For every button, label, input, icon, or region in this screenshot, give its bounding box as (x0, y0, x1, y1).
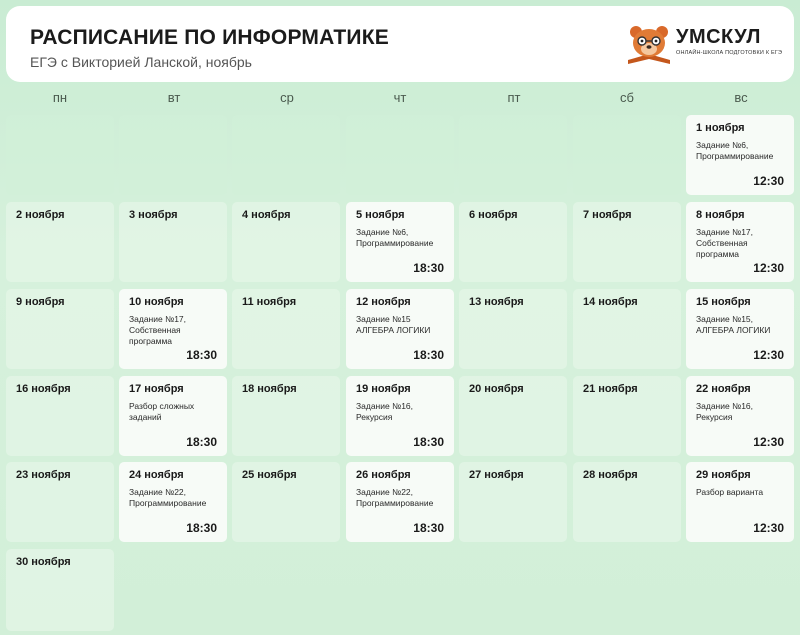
day-cell[interactable] (573, 289, 681, 369)
lesson-topic: Задание №16, Рекурсия (356, 401, 414, 422)
lesson-topic: Задание №22, Программирование (356, 487, 434, 508)
day-date: 15 ноября (696, 296, 751, 308)
school-logo (624, 24, 783, 66)
lesson-time: 18:30 (413, 261, 444, 275)
day-date: 2 ноября (16, 209, 65, 221)
lesson-topic: Задание №22, Программирование (129, 487, 207, 508)
day-date: 25 ноября (242, 469, 297, 481)
lesson-topic: Задание №15 АЛГЕБРА ЛОГИКИ (356, 314, 431, 335)
day-cell[interactable] (686, 289, 794, 369)
empty-cell (6, 115, 114, 195)
weekday-sat: сб (620, 90, 634, 105)
day-cell[interactable] (573, 462, 681, 542)
day-cell[interactable] (232, 289, 340, 369)
logo-brand: УМСКУЛ (676, 26, 761, 48)
day-date: 7 ноября (583, 209, 632, 221)
lesson-topic: Задание №15, АЛГЕБРА ЛОГИКИ (696, 314, 771, 335)
day-cell[interactable] (6, 549, 114, 631)
day-date: 27 ноября (469, 469, 524, 481)
day-cell[interactable] (459, 202, 567, 282)
day-cell[interactable] (346, 202, 454, 282)
weekday-thu: чт (393, 90, 407, 105)
page-subtitle: ЕГЭ с Викторией Ланской, ноябрь (30, 54, 252, 70)
day-date: 9 ноября (16, 296, 65, 308)
lesson-time: 12:30 (753, 174, 784, 188)
weekday-wed: ср (280, 90, 294, 105)
day-cell[interactable] (686, 115, 794, 195)
day-cell[interactable] (6, 376, 114, 456)
lesson-time: 12:30 (753, 435, 784, 449)
lesson-topic: Задание №17, Собственная программа (696, 227, 754, 259)
day-date: 5 ноября (356, 209, 405, 221)
weekday-fri: пт (507, 90, 521, 105)
day-cell[interactable] (232, 202, 340, 282)
day-date: 18 ноября (242, 383, 297, 395)
day-date: 20 ноября (469, 383, 524, 395)
day-date: 11 ноября (242, 296, 297, 308)
day-date: 24 ноября (129, 469, 184, 481)
lesson-topic: Задание №6, Программирование (696, 140, 774, 161)
day-date: 1 ноября (696, 122, 745, 134)
day-date: 23 ноября (16, 469, 71, 481)
day-cell[interactable] (346, 462, 454, 542)
logo-tagline: ОНЛАЙН-ШКОЛА ПОДГОТОВКИ К ЕГЭ (676, 50, 783, 56)
lesson-topic: Разбор сложных заданий (129, 401, 195, 422)
lesson-time: 18:30 (413, 521, 444, 535)
day-cell[interactable] (459, 289, 567, 369)
lesson-topic: Задание №17, Собственная программа (129, 314, 187, 346)
lesson-topic: Задание №6, Программирование (356, 227, 434, 248)
day-date: 14 ноября (583, 296, 638, 308)
day-cell[interactable] (346, 376, 454, 456)
day-cell[interactable] (573, 202, 681, 282)
lesson-time: 12:30 (753, 348, 784, 362)
page-title: РАСПИСАНИЕ ПО ИНФОРМАТИКЕ (30, 26, 389, 49)
day-cell[interactable] (119, 376, 227, 456)
day-date: 6 ноября (469, 209, 518, 221)
day-cell[interactable] (6, 462, 114, 542)
day-date: 13 ноября (469, 296, 524, 308)
lesson-time: 18:30 (413, 348, 444, 362)
lesson-time: 18:30 (186, 435, 217, 449)
lesson-time: 18:30 (186, 521, 217, 535)
day-date: 26 ноября (356, 469, 411, 481)
day-date: 22 ноября (696, 383, 751, 395)
lesson-time: 12:30 (753, 261, 784, 275)
day-date: 29 ноября (696, 469, 751, 481)
day-date: 4 ноября (242, 209, 291, 221)
day-date: 8 ноября (696, 209, 745, 221)
header-panel (6, 6, 794, 82)
day-cell[interactable] (459, 376, 567, 456)
day-date: 3 ноября (129, 209, 178, 221)
day-date: 19 ноября (356, 383, 411, 395)
day-date: 30 ноября (16, 556, 71, 568)
empty-cell (459, 115, 567, 195)
weekday-mon: пн (52, 90, 68, 105)
day-cell[interactable] (6, 289, 114, 369)
day-cell[interactable] (459, 462, 567, 542)
day-cell[interactable] (686, 202, 794, 282)
day-cell[interactable] (119, 462, 227, 542)
weekday-sun: вс (734, 90, 748, 105)
lesson-time: 18:30 (186, 348, 217, 362)
lesson-topic: Разбор варианта (696, 487, 764, 497)
day-cell[interactable] (232, 462, 340, 542)
day-date: 21 ноября (583, 383, 638, 395)
day-date: 16 ноября (16, 383, 71, 395)
day-cell[interactable] (573, 376, 681, 456)
day-cell[interactable] (119, 289, 227, 369)
day-date: 12 ноября (356, 296, 411, 308)
day-date: 10 ноября (129, 296, 184, 308)
empty-cell (573, 115, 681, 195)
day-cell[interactable] (232, 376, 340, 456)
lesson-time: 12:30 (753, 521, 784, 535)
day-cell[interactable] (119, 202, 227, 282)
day-date: 17 ноября (129, 383, 184, 395)
lesson-time: 18:30 (413, 435, 444, 449)
empty-cell (346, 115, 454, 195)
weekday-tue: вт (167, 90, 181, 105)
day-cell[interactable] (6, 202, 114, 282)
day-cell[interactable] (686, 376, 794, 456)
day-date: 28 ноября (583, 469, 638, 481)
day-cell[interactable] (346, 289, 454, 369)
empty-cell (119, 115, 227, 195)
lesson-topic: Задание №16, Рекурсия (696, 401, 754, 422)
bear-logo-icon (624, 24, 674, 66)
empty-cell (232, 115, 340, 195)
day-cell[interactable] (686, 462, 794, 542)
